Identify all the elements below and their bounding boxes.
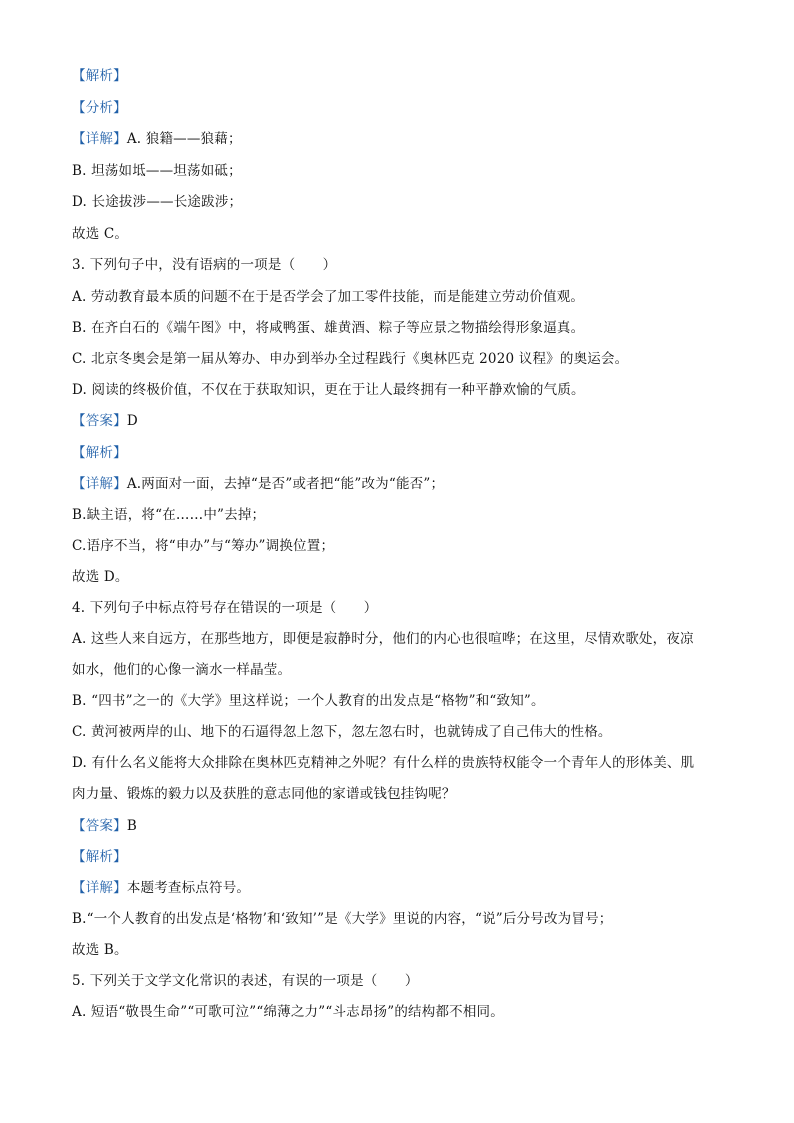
question-line — [72, 971, 419, 991]
text-line — [72, 940, 128, 960]
line-text: B. 坦荡如坻——坦荡如砥； — [72, 163, 242, 179]
option-line — [72, 629, 694, 649]
line-text: 5. 下列关于文学文化常识的表述，有误的一项是（ ） — [72, 973, 419, 989]
option-line — [72, 287, 584, 307]
line-text: D. 长途拔涉——长途跋涉； — [72, 194, 243, 210]
line-text: C. 北京冬奥会是第一届从筹办、申办到举办全过程践行《奥林匹克 2020 议程》的奥运会。 — [72, 351, 629, 367]
question-line — [72, 255, 336, 275]
line-text: 故选 C。 — [72, 226, 129, 242]
option-line — [72, 722, 612, 742]
text-line — [72, 224, 128, 244]
option-line — [72, 318, 584, 338]
option-continuation-line — [72, 784, 456, 804]
line-text: B. 在齐白石的《端午图》中，将咸鸭蛋、雄黄酒、粽子等应景之物描绘得形象逼真。 — [72, 320, 585, 336]
text-line — [72, 909, 612, 929]
line-text: 肉力量、锻炼的毅力以及获胜的意志同他的家谱或钱包挂钩呢？ — [72, 786, 456, 802]
line-text: 故选 B。 — [72, 942, 128, 958]
option-line — [72, 349, 628, 369]
option-line — [72, 1002, 504, 1022]
detail-line — [72, 474, 444, 494]
text-line — [72, 567, 129, 587]
section-tag: 【答案】 — [72, 818, 127, 834]
line-text: 4. 下列句子中标点符号存在错误的一项是（ ） — [72, 600, 378, 616]
section-tag: 【分析】 — [72, 100, 127, 116]
section-tag: 【详解】 — [72, 131, 127, 147]
section-tag: 【答案】 — [72, 413, 127, 429]
text-line — [72, 161, 242, 181]
line-text: B.“一个人教育的出发点是‘格物’和‘致知’”是《大学》里说的内容，“说”后分号改为冒号； — [72, 911, 613, 927]
answer-line — [72, 816, 137, 836]
line-text: D — [126, 413, 138, 429]
option-continuation-line — [72, 660, 291, 680]
line-text: 如水，他们的心像一滴水一样晶莹。 — [72, 662, 292, 678]
detail-line — [72, 878, 250, 898]
line-text: B — [126, 818, 137, 834]
text-line — [72, 505, 265, 525]
section-marker-line — [72, 847, 127, 867]
line-text: D. 有什么名义能将大众排除在奥林匹克精神之外呢？有什么样的贵族特权能令一个青年人的形体美、肌 — [72, 755, 695, 771]
section-tag: 【详解】 — [72, 880, 127, 896]
section-marker-line — [72, 443, 127, 463]
line-text: B.缺主语，将“在……中”去掉； — [72, 507, 266, 523]
text-line — [72, 536, 334, 556]
section-marker-line — [72, 98, 127, 118]
option-line — [72, 753, 694, 773]
text-line — [72, 192, 242, 212]
section-tag: 【解析】 — [72, 445, 127, 461]
line-text: 本题考查标点符号。 — [126, 880, 251, 896]
line-text: A. 这些人来自远方，在那些地方，即便是寂静时分，他们的内心也很喧哗；在这里，尽情欢歌处，夜凉 — [72, 631, 694, 647]
line-text: A. 劳动教育最本质的问题不在于是否学会了加工零件技能，而是能建立劳动价值观。 — [72, 289, 585, 305]
line-text: A. 狼籍——狼藉； — [126, 131, 242, 147]
line-text: 3. 下列句子中，没有语病的一项是（ ） — [72, 257, 337, 273]
section-tag: 【解析】 — [72, 849, 127, 865]
line-text: B. “四书”之一的《大学》里这样说；一个人教育的出发点是“格物”和“致知”。 — [72, 693, 545, 709]
line-text: A.两面对一面，去掉“是否”或者把“能”改为“能否”； — [126, 476, 445, 492]
line-text: C.语序不当，将“申办”与“筹办”调换位置； — [72, 538, 335, 554]
line-text: A. 短语“敬畏生命”“可歌可泣”“绵薄之力”“斗志昂扬”的结构都不相同。 — [72, 1004, 504, 1020]
line-text: C. 黄河被两岸的山、地下的石逼得忽上忽下，忽左忽右时，也就铸成了自己伟大的性格。 — [72, 724, 612, 740]
section-marker-line — [72, 66, 127, 86]
section-tag: 【详解】 — [72, 476, 127, 492]
section-tag: 【解析】 — [72, 68, 127, 84]
option-line — [72, 380, 585, 400]
option-line — [72, 691, 545, 711]
question-line — [72, 598, 377, 618]
answer-line — [72, 411, 138, 431]
line-text: D. 阅读的终极价值，不仅在于获取知识，更在于让人最终拥有一种平静欢愉的气质。 — [72, 382, 585, 398]
detail-line — [72, 129, 242, 149]
line-text: 故选 D。 — [72, 569, 129, 585]
